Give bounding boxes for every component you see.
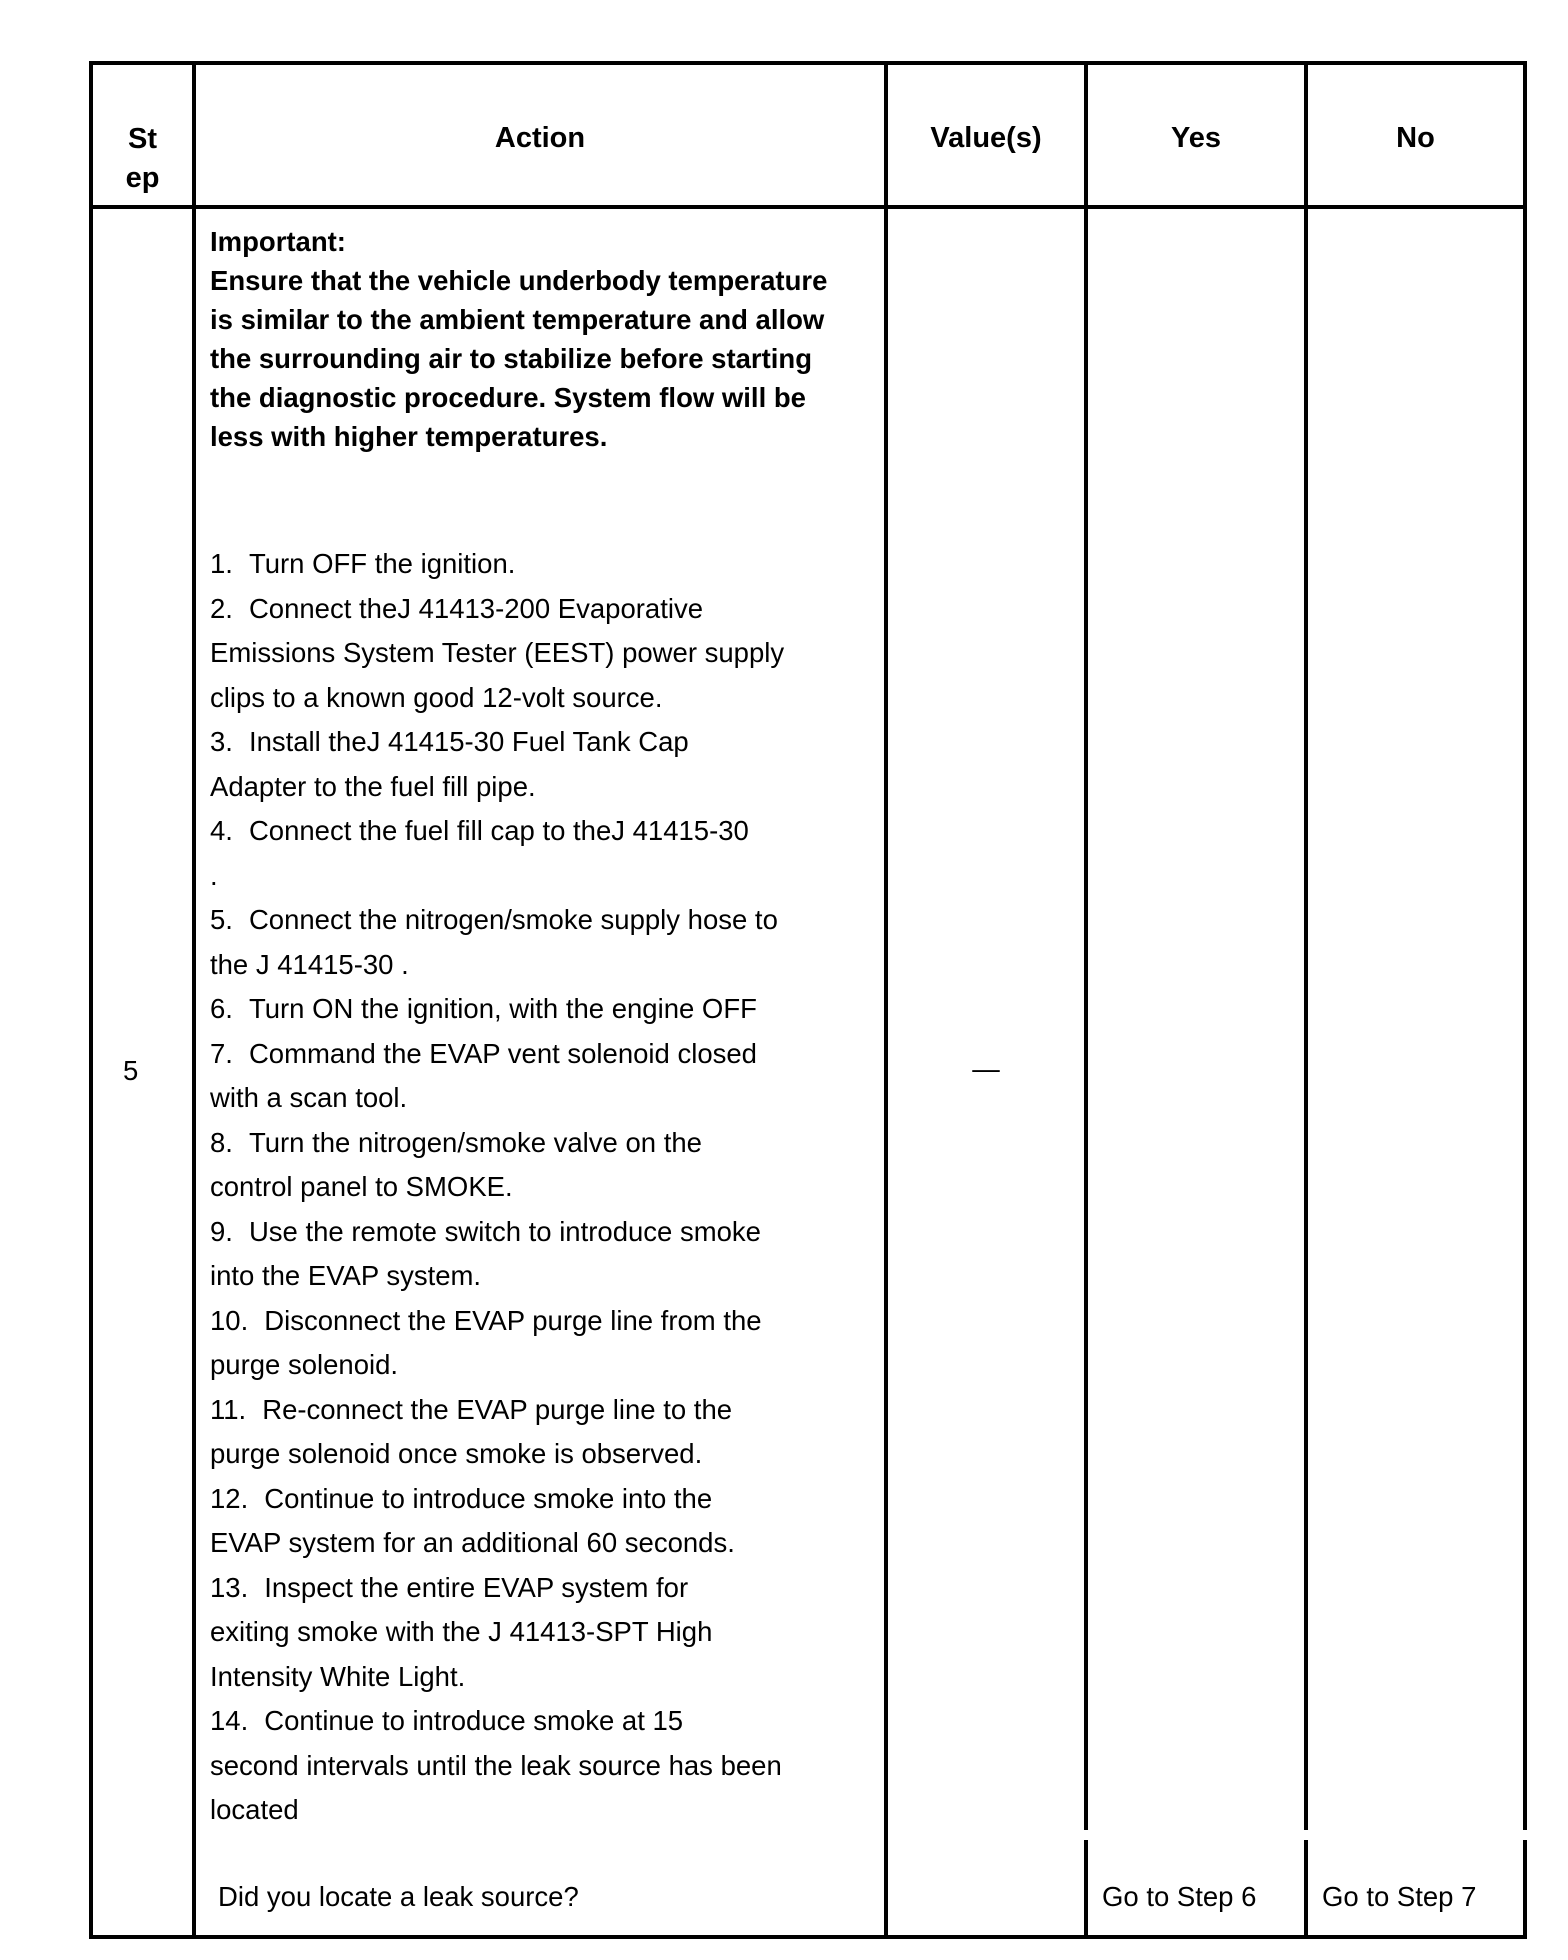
important-line: the surrounding air to stabilize before starting [210,343,813,374]
step-item-number: 11. [210,1393,247,1425]
value-cell: — [972,1053,1000,1084]
list-item [210,1032,784,1077]
list-item-continuation [210,1343,784,1388]
step-item-text: Command the EVAP vent solenoid closed [248,1037,757,1069]
no-cell: Go to Step 7 [1322,1881,1477,1912]
list-item [210,1388,784,1433]
step-item-number: 2. [210,592,233,624]
list-item-continuation [210,1744,784,1789]
step-item-text: Re-connect the EVAP purge line to the [262,1393,733,1425]
list-item-continuation [210,1788,784,1833]
header-values: Value(s) [930,122,1042,154]
step-item-text: Turn the nitrogen/smoke valve on the [248,1126,702,1158]
list-item-continuation [210,631,784,676]
header-step-line2: ep [125,162,160,194]
step-item-text: Inspect the entire EVAP system for [264,1571,689,1603]
header-step-line1: St [128,123,157,155]
header-step [91,120,194,198]
list-item-continuation [210,1254,784,1299]
list-item-continuation [210,765,784,810]
header-yes: Yes [1171,122,1221,154]
step-item-text: control panel to SMOKE. [210,1171,513,1202]
step-item-text: Continue to introduce smoke into the [264,1482,713,1514]
important-note [210,222,827,456]
step-item-text: Emissions System Tester (EEST) power supply [210,637,785,668]
list-item-continuation [210,943,784,988]
list-item-continuation [210,854,784,899]
step-item-text: located [210,1794,299,1825]
step-item-text: exiting smoke with the J 41413-SPT High [210,1616,713,1647]
step-item-text: Use the remote switch to introduce smoke [248,1215,761,1247]
step-item-text: clips to a known good 12-volt source. [210,681,663,713]
important-line: the diagnostic procedure. System flow will be [210,382,806,413]
list-item-continuation [210,1432,784,1477]
list-item-continuation [210,1076,784,1121]
step-item-text: into the EVAP system. [210,1260,482,1291]
step-item-text: purge solenoid. [210,1349,399,1380]
important-label: Important: [210,226,346,257]
list-item [210,987,784,1032]
step-item-number: 5. [210,904,233,935]
list-item-continuation [210,676,784,721]
list-item [210,587,784,632]
step-item-text: Turn OFF the ignition. [248,548,516,579]
step-item-text: with a scan tool. [210,1082,408,1113]
step-item-text: second intervals until the leak source has been [210,1749,782,1781]
step-item-number: 14. [210,1705,249,1736]
important-line: is similar to the ambient temperature and allow [210,304,825,335]
step-item-number: 4. [210,815,233,846]
list-item [210,1210,784,1255]
step-item-number: 10. [210,1304,249,1336]
yes-cell: Go to Step 6 [1102,1881,1257,1912]
step-item-number: 3. [210,726,233,757]
step-item-text: Connect the fuel fill cap to theJ 41415-30 [248,815,749,846]
list-item-continuation [210,1610,784,1655]
step-item-number: 13. [210,1571,249,1603]
step-item-number: 9. [210,1215,233,1247]
step-item-text: EVAP system for an additional 60 seconds. [210,1527,735,1558]
step-item-text: . [210,859,218,891]
list-item [210,1121,784,1166]
step-item-number: 8. [210,1126,233,1158]
header-action: Action [494,122,586,154]
step-item-text: Disconnect the EVAP purge line from the [264,1304,762,1336]
list-item [210,720,784,765]
list-item [210,898,784,943]
step-item-number: 7. [210,1037,233,1069]
procedure-list [210,542,784,1833]
list-item [210,1699,784,1744]
list-item [210,1477,784,1522]
step-item-text: Connect the nitrogen/smoke supply hose to [248,904,778,935]
step-item-text: the J 41415-30 . [210,948,409,980]
list-item-continuation [210,1165,784,1210]
step-number: 5 [123,1055,139,1086]
step-item-text: Adapter to the fuel fill pipe. [210,770,536,802]
step-item-text: Intensity White Light. [210,1660,466,1692]
question-text: Did you locate a leak source? [218,1881,579,1912]
list-item [210,542,784,587]
list-item [210,809,784,854]
step-item-number: 12. [210,1482,249,1514]
step-item-text: Connect theJ 41413-200 Evaporative [248,592,703,624]
step-item-number: 1. [210,548,233,579]
step-item-text: purge solenoid once smoke is observed. [210,1438,703,1469]
step-item-text: Install theJ 41415-30 Fuel Tank Cap [248,726,689,757]
step-item-text: Continue to introduce smoke at 15 [264,1705,684,1736]
important-line: Ensure that the vehicle underbody temperature [210,265,828,296]
important-line: less with higher temperatures. [210,421,608,452]
list-item-continuation [210,1521,784,1566]
list-item-continuation [210,1655,784,1700]
list-item [210,1566,784,1611]
list-item [210,1299,784,1344]
header-no: No [1396,122,1435,154]
step-item-number: 6. [210,993,233,1024]
step-item-text: Turn ON the ignition, with the engine OFF [248,993,757,1024]
